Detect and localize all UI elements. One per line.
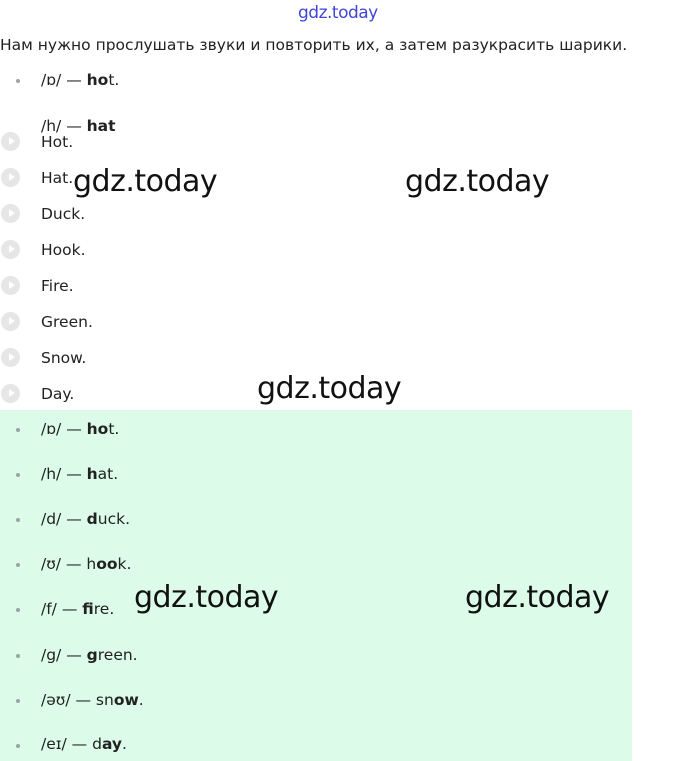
word-end: re. (93, 600, 115, 618)
watermark: gdz.today (257, 371, 402, 406)
watermark: gdz.today (465, 580, 610, 615)
clipped-phonetic-item (0, 112, 200, 135)
phonetic-sound: /ʊ/ — (41, 555, 87, 573)
phonetic-highlight: hat (86, 117, 116, 135)
answer-item (41, 734, 127, 754)
audio-row (0, 347, 200, 369)
play-icon[interactable] (1, 276, 20, 295)
phonetic-highlight: ow (113, 691, 139, 709)
play-icon[interactable] (1, 168, 20, 187)
word-end: k. (117, 555, 132, 573)
audio-word: Fire. (41, 277, 74, 295)
bullet-dot (16, 428, 20, 432)
phonetic-highlight: h (86, 465, 98, 483)
play-icon[interactable] (1, 384, 20, 403)
phonetic-highlight: fi (82, 600, 94, 618)
answer-item (41, 690, 144, 710)
answer-item (41, 599, 114, 619)
play-icon[interactable] (1, 204, 20, 223)
play-icon[interactable] (1, 240, 20, 259)
word-end: . (138, 691, 144, 709)
phonetic-item (41, 70, 119, 90)
audio-row (0, 239, 200, 261)
answer-item (41, 419, 119, 439)
phonetic-highlight: ho (86, 420, 109, 438)
audio-word: Hat. (41, 169, 74, 187)
phonetic-highlight: ho (86, 71, 109, 89)
phonetic-sound: /g/ — (41, 646, 87, 664)
bullet-dot (16, 563, 20, 567)
bullet-dot (16, 699, 20, 703)
bullet-dot (16, 473, 20, 477)
audio-row (0, 131, 200, 153)
answer-item (41, 645, 138, 665)
bullet-dot (16, 744, 20, 748)
word-end: . (122, 735, 127, 753)
phonetic-sound: /əʊ/ — (41, 691, 96, 709)
watermark: gdz.today (134, 580, 279, 615)
site-logo: gdz.today (298, 3, 378, 23)
phonetic-sound: /f/ — (41, 600, 83, 618)
word-end: t. (108, 420, 120, 438)
word-start: sn (95, 691, 114, 709)
phonetic-rest: t. (108, 71, 120, 89)
phonetic-sound: /ɒ/ — (41, 420, 87, 438)
audio-word: Day. (41, 385, 75, 403)
audio-row (0, 275, 200, 297)
audio-row (0, 203, 200, 225)
watermark: gdz.today (73, 164, 218, 199)
answer-item (41, 464, 118, 484)
audio-word: Green. (41, 313, 93, 331)
phonetic-sound: /d/ — (41, 510, 87, 528)
audio-row (0, 383, 200, 405)
answer-item (41, 554, 131, 574)
bullet-dot (16, 654, 20, 658)
play-icon[interactable] (1, 348, 20, 367)
bullet-dot (16, 518, 20, 522)
audio-word: Hot. (41, 133, 74, 151)
audio-row (0, 311, 200, 333)
phonetic-sound: /ɒ/ — (41, 71, 87, 89)
word-end: reen. (97, 646, 138, 664)
audio-word: Snow. (41, 349, 87, 367)
watermark: gdz.today (405, 164, 550, 199)
audio-word: Duck. (41, 205, 86, 223)
phonetic-sound: /h/ — (41, 465, 87, 483)
word-start: h (86, 555, 97, 573)
audio-word: Hook. (41, 241, 86, 259)
word-end: uck. (97, 510, 130, 528)
phonetic-highlight: oo (96, 555, 118, 573)
word-end: at. (97, 465, 119, 483)
task-instruction: Нам нужно прослушать звуки и повторить их, а затем разукрасить шарики. (0, 36, 628, 54)
word-start: d (92, 735, 102, 753)
bullet-dot (16, 608, 20, 612)
play-icon[interactable] (1, 132, 20, 151)
answer-item (41, 509, 130, 529)
phonetic-highlight: d (86, 510, 98, 528)
phonetic-highlight: g (86, 646, 98, 664)
bullet-dot (16, 79, 20, 83)
phonetic-sound: /h/ — (41, 117, 87, 135)
play-icon[interactable] (1, 312, 20, 331)
phonetic-highlight: ay (101, 735, 123, 753)
phonetic-sound: /eɪ/ — (41, 735, 93, 753)
